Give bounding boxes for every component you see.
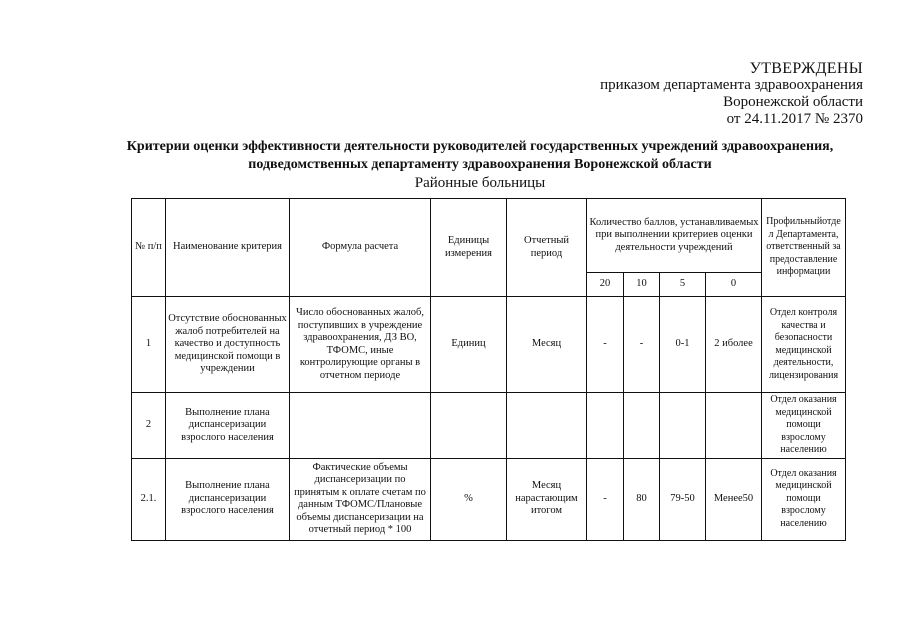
row-score-20: - [587,297,624,393]
row-score-20 [587,393,624,459]
approval-heading: УТВЕРЖДЕНЫ [749,60,863,77]
header-num: № п/п [132,199,166,297]
row-formula: Число обоснованных жалоб, поступивших в учреждение здравоохранения, ДЗ ВО, ТФОМС, иные контролирующие органы в отчетном периоде [290,297,431,393]
row-score-0 [706,393,762,459]
row-name: Отсутствие обоснованных жалоб потребителей на качество и доступность медицинской помощи в учреждении [166,297,290,393]
criteria-table [131,198,846,541]
row-score-0: Менее50 [706,458,762,540]
row-responsible: Отдел оказания медицинской помощи взрослому населению [762,393,846,459]
header-period: Отчетный период [507,199,587,297]
row-name: Выполнение плана диспансеризации взрослого населения [166,458,290,540]
row-num: 2 [132,393,166,459]
row-period: Месяц [507,297,587,393]
table-row [132,297,846,393]
score-col-10: 10 [624,273,660,297]
score-col-20: 20 [587,273,624,297]
table-row [132,458,846,540]
title-line-1: Критерии оценки эффективности деятельности руководителей государственных учреждений здравоохранения, [126,139,834,154]
row-num: 2.1. [132,458,166,540]
row-formula [290,393,431,459]
score-col-5: 5 [660,273,706,297]
title-line-2: подведомственных департаменту здравоохранения Воронежской области [248,157,712,172]
row-score-10: - [624,297,660,393]
approval-line-order: приказом департамента здравоохранения [600,77,863,93]
row-period [507,393,587,459]
approval-block [600,60,863,128]
row-score-5: 0-1 [660,297,706,393]
title-subtitle: Районные больницы [414,175,546,191]
score-col-0: 0 [706,273,762,297]
row-score-5 [660,393,706,459]
row-responsible: Отдел оказания медицинской помощи взрослому населению [762,458,846,540]
header-units: Единицы измерения [431,199,507,297]
header-row [132,199,846,273]
row-score-10 [624,393,660,459]
row-period: Месяц нарастающим итогом [507,458,587,540]
approval-line-date: от 24.11.2017 № 2370 [726,111,863,127]
row-name: Выполнение плана диспансеризации взрослого населения [166,393,290,459]
row-num: 1 [132,297,166,393]
approval-line-region: Воронежской области [723,94,863,110]
row-units: % [431,458,507,540]
header-points: Количество баллов, устанавливаемых при выполнении критериев оценки деятельности учреждений [587,199,762,273]
table-row [132,393,846,459]
row-formula: Фактические объемы диспансеризации по принятым к оплате счетам по данным ТФОМС/Плановые объемы диспансеризации на отчетный период * 100 [290,458,431,540]
header-formula: Формула расчета [290,199,431,297]
row-score-10: 80 [624,458,660,540]
row-units: Единиц [431,297,507,393]
document-title [120,138,840,192]
row-responsible: Отдел контроля качества и безопасности медицинской деятельности, лицензирования [762,297,846,393]
header-name: Наименование критерия [166,199,290,297]
row-units [431,393,507,459]
header-responsible: Профильныйотдел Департамента, ответственный за предоставление информации [762,199,846,297]
row-score-0: 2 иболее [706,297,762,393]
row-score-20: - [587,458,624,540]
row-score-5: 79-50 [660,458,706,540]
